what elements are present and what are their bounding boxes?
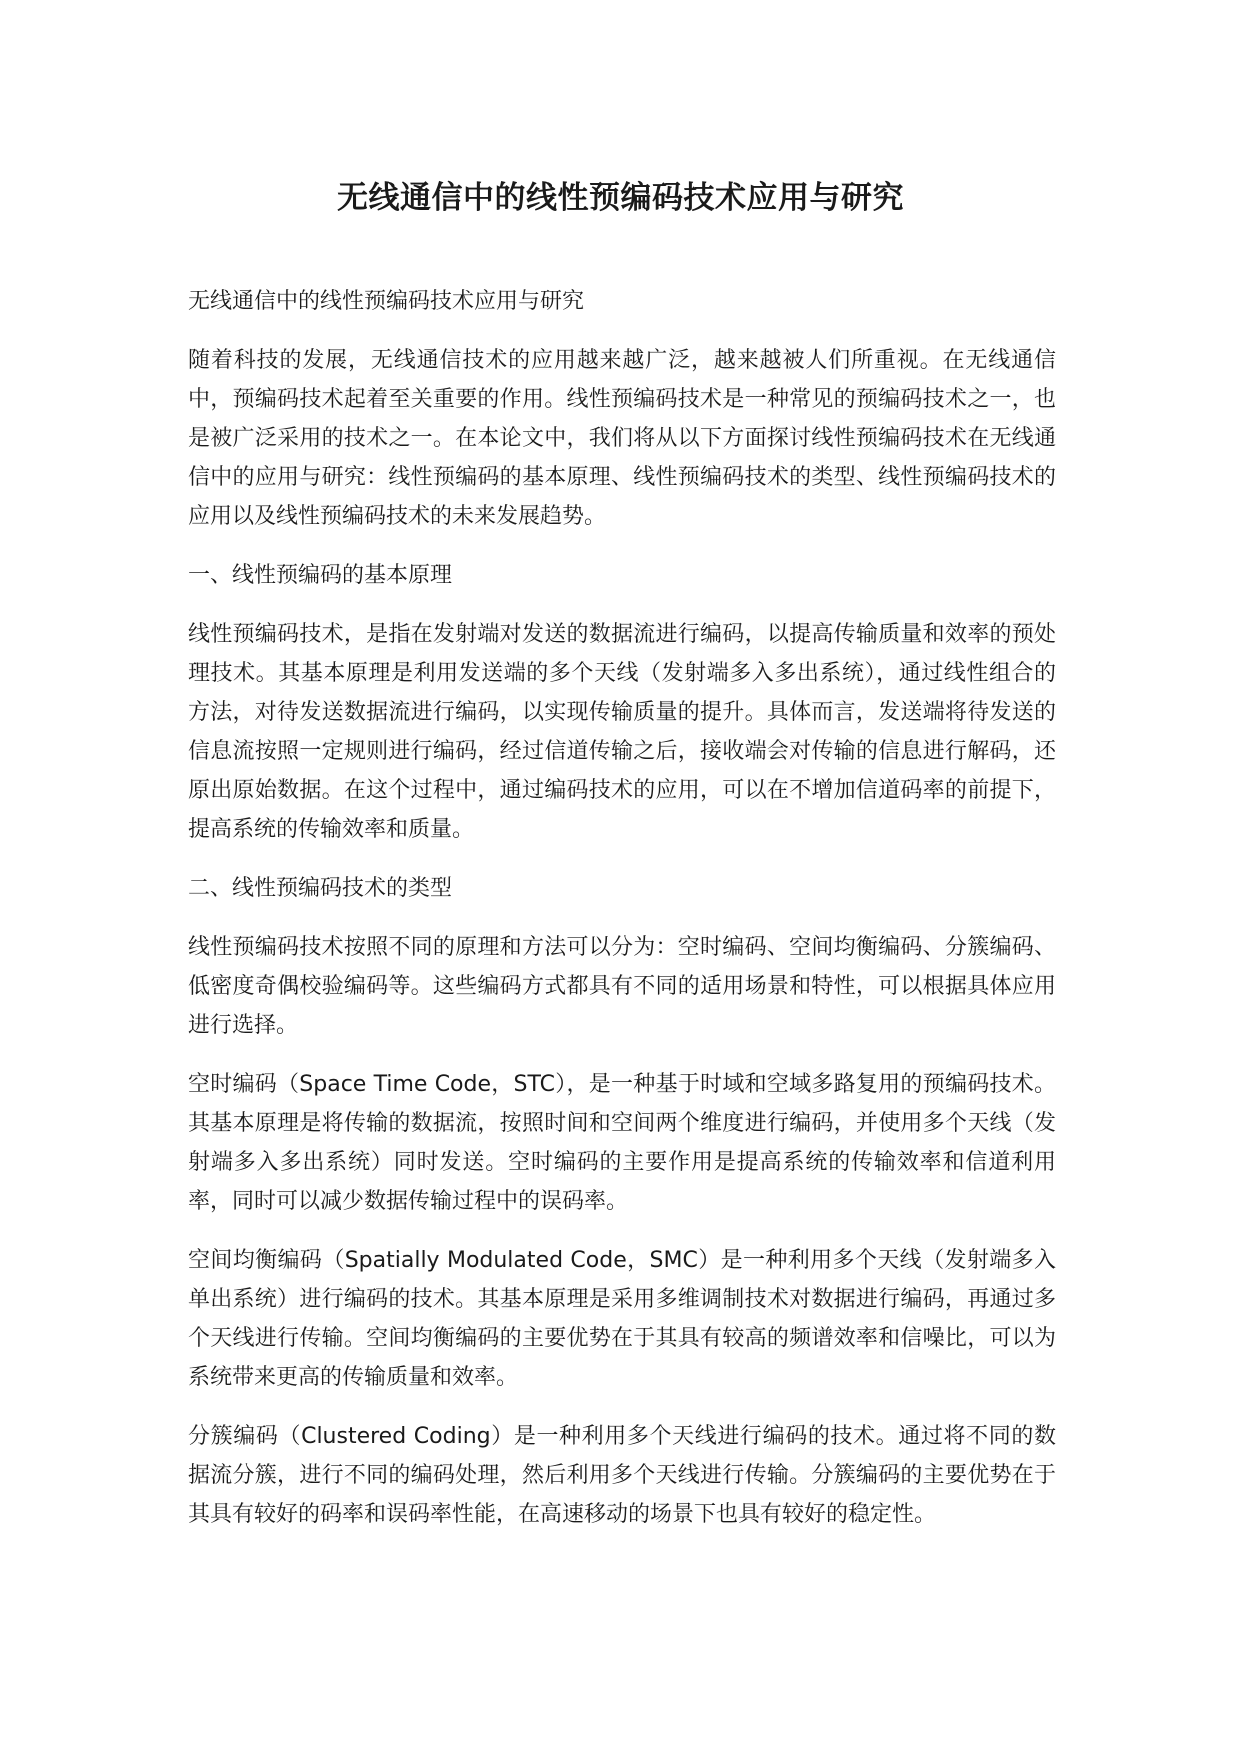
document-body xyxy=(188,282,1056,1554)
stc-paragraph: 空时编码（Space Time Code，STC），是一种基于时域和空域多路复用的预编码技术。其基本原理是将传输的数据流，按照时间和空间两个维度进行编码，并使用多个天线（发射端多入多出系统）同时发送。空时编码的主要作用是提高系统的传输效率和信道利用率，同时可以减少数据传输过程中的误码率。 xyxy=(188,1072,1056,1214)
section-1-paragraph: 线性预编码技术，是指在发射端对发送的数据流进行编码，以提高传输质量和效率的预处理技术。其基本原理是利用发送端的多个天线（发射端多入多出系统），通过线性组合的方法，对待发送数据流进行编码，以实现传输质量的提升。具体而言，发送端将待发送的信息流按照一定规则进行编码，经过信道传输之后，接收端会对传输的信息进行解码，还原出原始数据。在这个过程中，通过编码技术的应用，可以在不增加信道码率的前提下，提高系统的传输效率和质量。 xyxy=(188,622,1056,842)
section-2-paragraph: 线性预编码技术按照不同的原理和方法可以分为：空时编码、空间均衡编码、分簇编码、低密度奇偶校验编码等。这些编码方式都具有不同的适用场景和特性，可以根据具体应用进行选择。 xyxy=(188,935,1056,1038)
section-2-heading: 二、线性预编码技术的类型 xyxy=(188,876,453,901)
document-title: 无线通信中的线性预编码技术应用与研究 xyxy=(337,180,904,216)
clustered-coding-paragraph: 分簇编码（Clustered Coding）是一种利用多个天线进行编码的技术。通过将不同的数据流分簇，进行不同的编码处理，然后利用多个天线进行传输。分簇编码的主要优势在于其具有较好的码率和误码率性能，在高速移动的场景下也具有较好的稳定性。 xyxy=(188,1424,1056,1527)
document-subtitle: 无线通信中的线性预编码技术应用与研究 xyxy=(188,289,585,314)
smc-paragraph: 空间均衡编码（Spatially Modulated Code，SMC）是一种利用多个天线（发射端多入单出系统）进行编码的技术。其基本原理是采用多维调制技术对数据进行编码，再通过多个天线进行传输。空间均衡编码的主要优势在于其具有较高的频谱效率和信噪比，可以为系统带来更高的传输质量和效率。 xyxy=(188,1248,1056,1390)
section-1-heading: 一、线性预编码的基本原理 xyxy=(188,563,453,588)
intro-paragraph: 随着科技的发展，无线通信技术的应用越来越广泛，越来越被人们所重视。在无线通信中，预编码技术起着至关重要的作用。线性预编码技术是一种常见的预编码技术之一，也是被广泛采用的技术之一。在本论文中，我们将从以下方面探讨线性预编码技术在无线通信中的应用与研究：线性预编码的基本原理、线性预编码技术的类型、线性预编码技术的应用以及线性预编码技术的未来发展趋势。 xyxy=(188,348,1056,529)
